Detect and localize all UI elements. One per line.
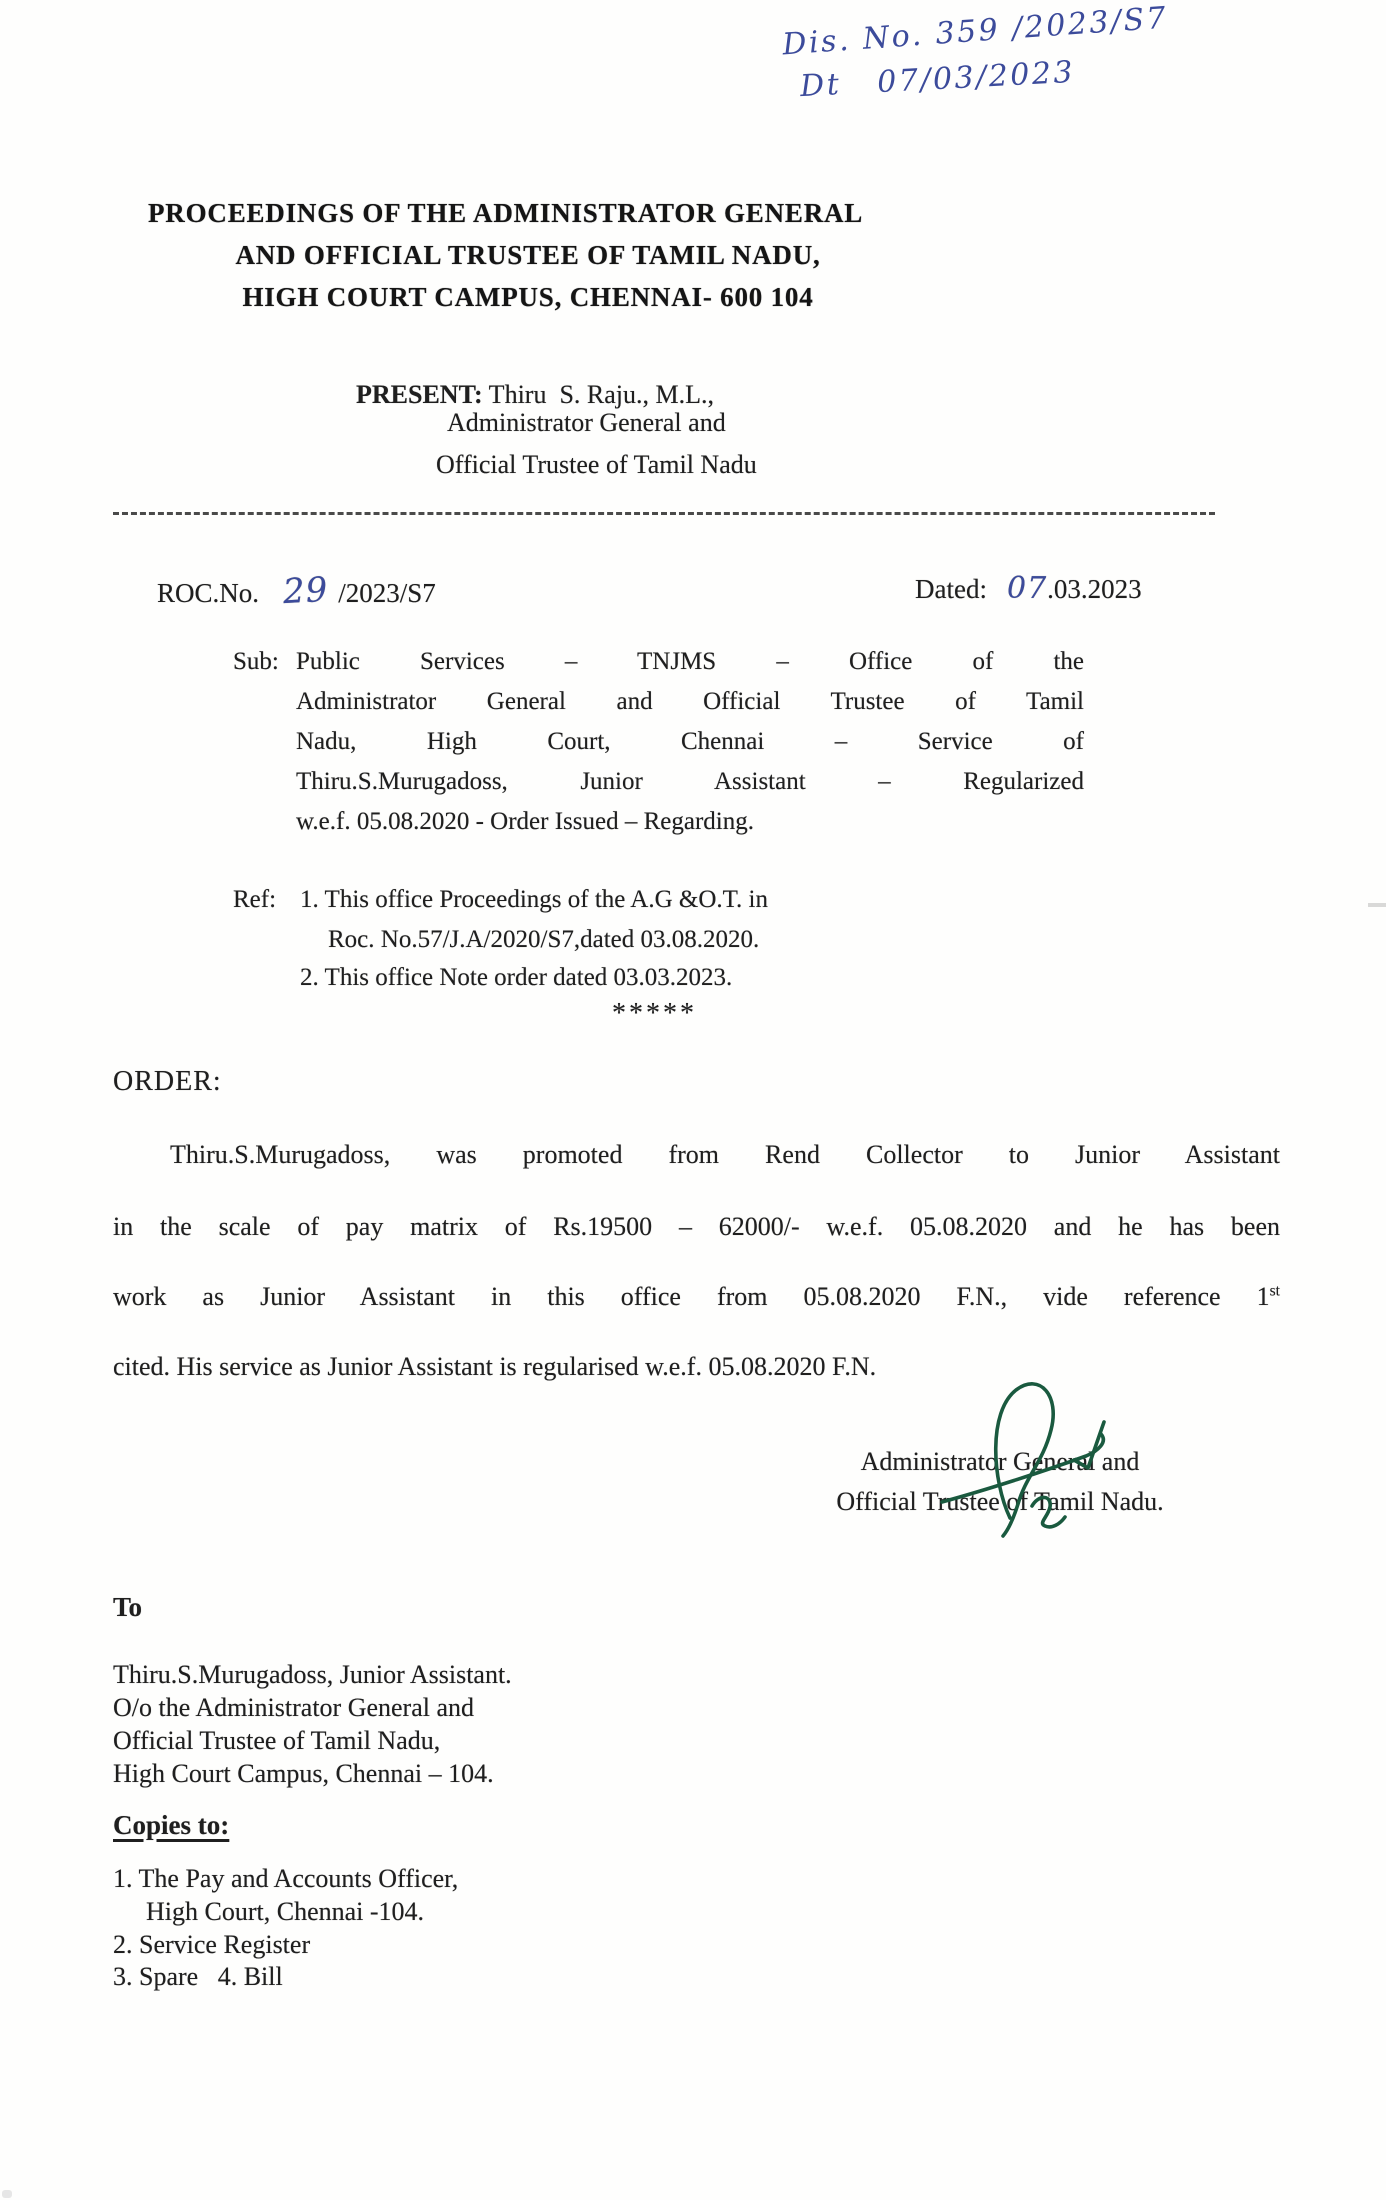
subject-line-3: Nadu, High Court, Chennai – Service of (296, 728, 1084, 755)
handwritten-dated-day: 07 (1006, 571, 1048, 606)
present-designation-2: Official Trustee of Tamil Nadu (436, 450, 757, 479)
order-body-line-3-text: work as Junior Assistant in this office from 05.08.2020 F.N., vide reference 1 (113, 1282, 1270, 1311)
signatory-designation-line-2: Official Trustee of Tamil Nadu. (836, 1487, 1164, 1516)
ref-end-stars: ***** (612, 998, 697, 1029)
subject-line-5: w.e.f. 05.08.2020 - Order Issued – Regarding. (296, 808, 754, 835)
ref-item-1-line-1: 1. This office Proceedings of the A.G &O.T. in (300, 886, 768, 913)
ref-item-2: 2. This office Note order dated 03.03.2023. (300, 964, 733, 991)
present-designation-1: Administrator General and (447, 408, 726, 437)
scan-artifact-right-edge (1368, 903, 1386, 907)
copies-item-1-line-2: High Court, Chennai -104. (146, 1897, 425, 1926)
letterhead-line-1: PROCEEDINGS OF THE ADMINISTRATOR GENERAL (148, 198, 864, 228)
subject-line-2: Administrator General and Official Trustee of Tamil (296, 688, 1084, 715)
order-body-line-3-superscript: st (1269, 1282, 1280, 1300)
dated-line (888, 540, 1142, 637)
order-body-line-2: in the scale of pay matrix of Rs.19500 – 62000/- w.e.f. 05.08.2020 and he has been (113, 1212, 1280, 1241)
order-body-line-3 (113, 1282, 1280, 1312)
copies-item-1-line-1: 1. The Pay and Accounts Officer, (113, 1864, 459, 1893)
present-name: Thiru S. Raju., M.L., (482, 380, 715, 409)
addressee-line-3: Official Trustee of Tamil Nadu, (113, 1726, 441, 1755)
subject-line-1: Public Services – TNJMS – Office of the (296, 648, 1084, 675)
roc-label: ROC.No. (157, 578, 260, 608)
roc-suffix: /2023/S7 (338, 578, 436, 608)
dated-label: Dated: (915, 574, 987, 604)
copies-item-2: 2. Service Register (113, 1930, 311, 1959)
copies-item-3: 3. Spare 4. Bill (113, 1962, 283, 1991)
handwritten-dispatch-number: Dis. No. 359 /2023/S7 (781, 0, 1170, 63)
signature-scrawl (938, 1376, 1168, 1541)
letterhead-line-2: AND OFFICIAL TRUSTEE OF TAMIL NADU, (235, 240, 821, 270)
ref-item-1-line-2: Roc. No.57/J.A/2020/S7,dated 03.08.2020. (328, 926, 760, 953)
order-body-line-4: cited. His service as Junior Assistant is regularised w.e.f. 05.08.2020 F.N. (113, 1352, 877, 1381)
order-body-line-1: Thiru.S.Murugadoss, was promoted from Rend Collector to Junior Assistant (170, 1140, 1280, 1169)
handwritten-date: Dt 07/03/2023 (799, 54, 1076, 105)
signatory-designation-line-1: Administrator General and (860, 1447, 1140, 1476)
letterhead-line-3: HIGH COURT CAMPUS, CHENNAI- 600 104 (242, 282, 814, 312)
roc-number-line (130, 540, 436, 642)
present-label: PRESENT: (356, 380, 483, 409)
handwritten-roc-number: 29 (281, 569, 330, 613)
to-label: To (113, 1592, 143, 1622)
ref-label: Ref: (233, 886, 277, 913)
subject-label: Sub: (233, 648, 279, 675)
dashed-separator (113, 512, 1215, 515)
dated-suffix: .03.2023 (1047, 574, 1142, 604)
order-heading: ORDER: (113, 1066, 222, 1097)
addressee-line-1: Thiru.S.Murugadoss, Junior Assistant. (113, 1660, 512, 1689)
subject-line-4: Thiru.S.Murugadoss, Junior Assistant – Regularized (296, 768, 1084, 795)
copies-to-heading: Copies to: (113, 1810, 230, 1840)
addressee-line-4: High Court Campus, Chennai – 104. (113, 1759, 494, 1788)
addressee-line-2: O/o the Administrator General and (113, 1693, 475, 1722)
scan-artifact-bottom-left (2, 2190, 12, 2198)
